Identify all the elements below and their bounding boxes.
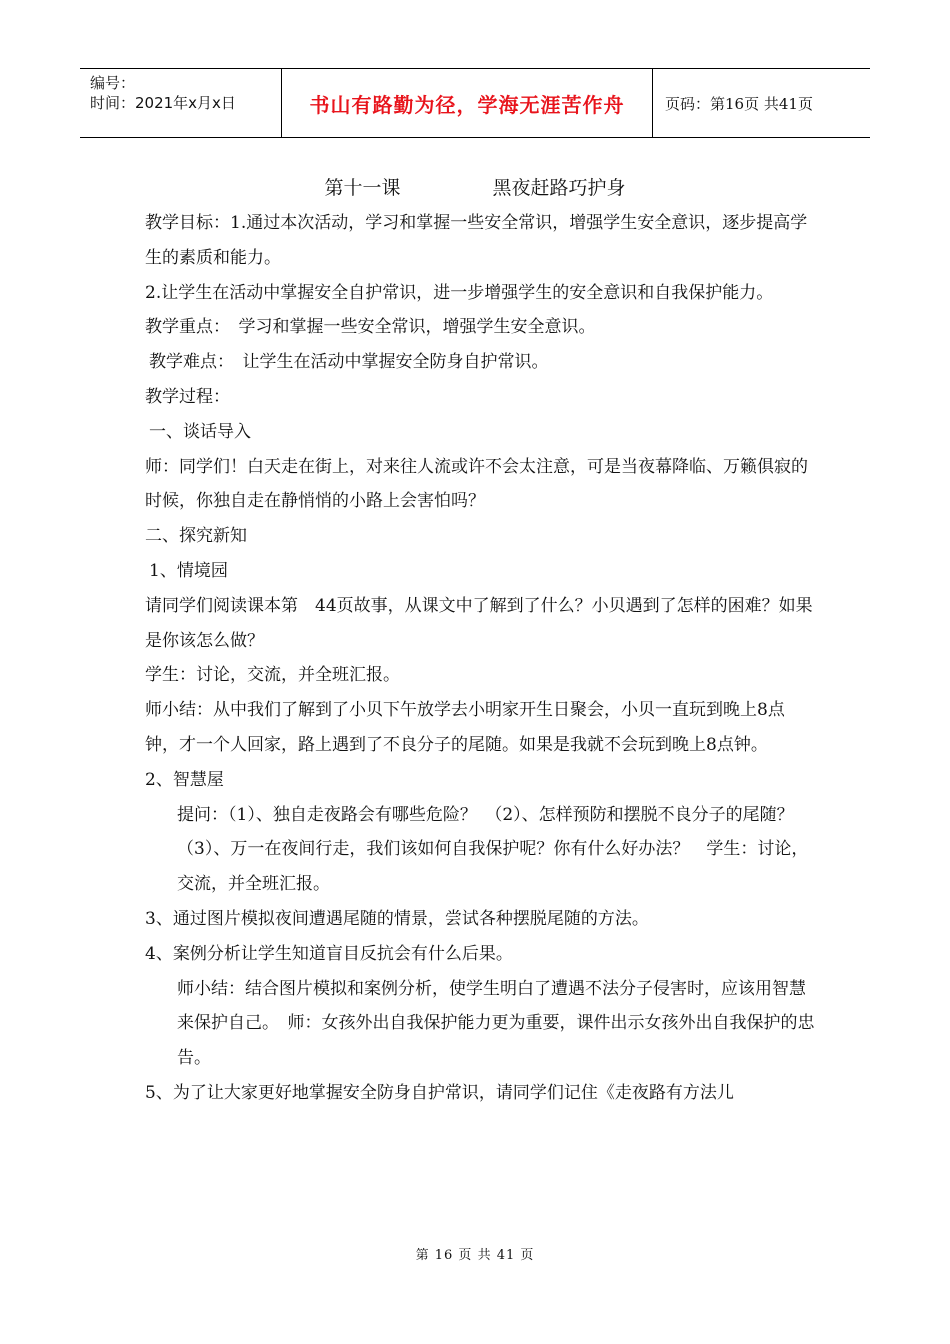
paragraph-difficulty: 教学难点： 让学生在活动中掌握安全防身自护常识。	[149, 352, 549, 373]
header-meta	[80, 69, 281, 137]
header-motto: 书山有路勤为径，学海无涯苦作舟	[281, 69, 653, 137]
page-header	[80, 68, 870, 138]
paragraph-key-point: 教学重点： 学习和掌握一些安全常识，增强学生安全意识。	[145, 317, 596, 338]
document-time: 时间：2021年x月x日	[90, 94, 236, 112]
paragraph-teacher-summary-2: 师小结：结合图片模拟和案例分析，使学生明白了遭遇不法分子侵害时，应该用智慧来保护自己。 师：女孩外出自我保护能力更为重要，课件出示女孩外出自我保护的忠告。	[177, 978, 815, 1069]
lesson-title	[0, 173, 950, 200]
paragraph-process: 教学过程：	[145, 386, 230, 407]
section-heading-explore: 二、探究新知	[145, 526, 247, 547]
section-heading-intro: 一、谈话导入	[149, 421, 251, 442]
header-page-info: 页码：第16页 共41页	[665, 94, 813, 113]
paragraph-item-5: 5、为了让大家更好地掌握安全防身自护常识，请同学们记住《走夜路有方法儿	[145, 1082, 734, 1103]
lesson-number: 第十一课	[324, 177, 401, 199]
paragraph-questions: 提问：（1）、独自走夜路会有哪些危险？ （2）、怎样预防和摆脱不良分子的尾随？ （3）、万一在夜间行走，我们该如何自我保护呢？你有什么好办法？ 学生：讨论，交流，并全班汇报。	[177, 804, 828, 895]
paragraph-reading: 请同学们阅读课本第 44页故事，从课文中了解到了什么？小贝遇到了怎样的困难？如果是你该怎么做？	[145, 595, 813, 651]
paragraph-goal-1: 教学目标：1.通过本次活动，学习和掌握一些安全常识，增强学生安全意识，逐步提高学生的素质和能力。	[145, 213, 808, 268]
lesson-topic: 黑夜赶路巧护身	[492, 177, 626, 199]
paragraph-item-4: 4、案例分析让学生知道盲目反抗会有什么后果。	[145, 943, 513, 964]
paragraph-goal-2: 2.让学生在活动中掌握安全自护常识，进一步增强学生的安全意识和自我保护能力。	[145, 282, 774, 303]
page-footer: 第 16 页 共 41 页	[415, 1248, 535, 1263]
paragraph-student-discuss: 学生：讨论，交流，并全班汇报。	[145, 665, 400, 686]
paragraph-item-3: 3、通过图片模拟夜间遭遇尾随的情景，尝试各种摆脱尾随的方法。	[145, 908, 649, 929]
subheading-scenario: 1、情境园	[149, 560, 228, 581]
subheading-wisdom: 2、智慧屋	[145, 769, 224, 790]
lesson-body	[145, 206, 828, 1111]
document-number: 编号：	[90, 74, 136, 92]
paragraph-teacher-summary-1: 师小结：从中我们了解到了小贝下午放学去小明家开生日聚会，小贝一直玩到晚上8点钟，才一个人回家，路上遇到了不良分子的尾随。如果是我就不会玩到晚上8点钟。	[145, 700, 785, 755]
paragraph-teacher-intro: 师：同学们！白天走在街上，对来往人流或许不会太注意，可是当夜幕降临、万籁俱寂的时候，你独自走在静悄悄的小路上会害怕吗？	[145, 456, 808, 512]
